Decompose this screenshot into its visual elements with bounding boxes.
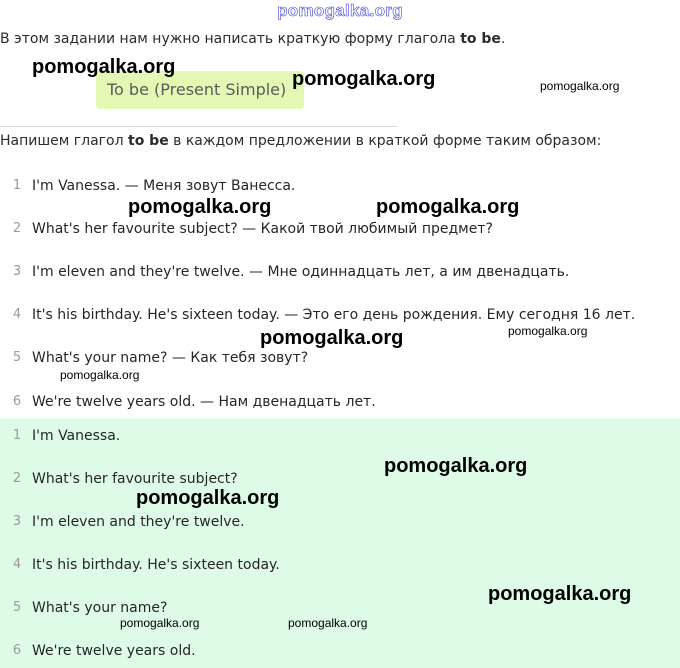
watermark: pomogalka.org [540, 79, 620, 93]
sentence-number: 6 [12, 394, 22, 409]
intro-paragraph [0, 31, 505, 47]
answer-text: We're twelve years old. [32, 643, 196, 659]
answer-text: I'm eleven and they're twelve. [32, 514, 245, 530]
watermark: pomogalka.org [488, 583, 632, 605]
watermark: pomogalka.org [288, 616, 368, 630]
answer-block [0, 418, 680, 668]
intro-bold: to be [460, 31, 501, 47]
watermark: pomogalka.org [128, 196, 272, 218]
answer-number: 3 [12, 514, 22, 529]
sentence-text: It's his birthday. He's sixteen today. — Это его день рождения. Ему сегодня 16 лет. [32, 307, 636, 323]
answer-text: What's her favourite subject? [32, 471, 238, 487]
instruction-end: в каждом предложении в краткой форме таким образом: [168, 133, 602, 149]
intro-end: . [500, 31, 506, 47]
sentence-text: We're twelve years old. — Нам двенадцать лет. [32, 394, 376, 410]
intro-text: В этом задании нам нужно написать краткую форму глагола [0, 31, 461, 47]
sentence-number: 1 [12, 178, 22, 193]
sentence-text: What's her favourite subject? — Какой твой любимый предмет? [32, 221, 493, 237]
sentence-text: I'm Vanessa. — Меня зовут Ванесса. [32, 178, 296, 194]
answer-number: 5 [12, 600, 22, 615]
site-logo: pomogalka.org [277, 1, 403, 20]
answer-text: I'm Vanessa. [32, 428, 121, 444]
watermark: pomogalka.org [508, 324, 588, 338]
watermark: pomogalka.org [60, 368, 140, 382]
instruction-paragraph [0, 133, 601, 149]
sentence-text: I'm eleven and they're twelve. — Мне одиннадцать лет, а им двенадцать. [32, 264, 570, 280]
watermark: pomogalka.org [32, 56, 176, 78]
answer-text: It's his birthday. He's sixteen today. [32, 557, 280, 573]
answer-number: 2 [12, 471, 22, 486]
watermark: pomogalka.org [136, 487, 280, 509]
watermark: pomogalka.org [260, 327, 404, 349]
sentence-text: What's your name? — Как тебя зовут? [32, 350, 309, 366]
watermark: pomogalka.org [384, 455, 528, 477]
answer-number: 1 [12, 428, 22, 443]
watermark: pomogalka.org [120, 616, 200, 630]
instruction-text: Напишем глагол [0, 133, 128, 149]
sentence-number: 4 [12, 307, 22, 322]
answer-text: What's your name? [32, 600, 168, 616]
answer-number: 6 [12, 643, 22, 658]
sentence-number: 5 [12, 350, 22, 365]
watermark: pomogalka.org [292, 68, 436, 90]
divider [0, 126, 398, 127]
sentence-number: 3 [12, 264, 22, 279]
topic-badge: To be (Present Simple) [96, 71, 304, 109]
instruction-bold: to be [128, 133, 169, 149]
watermark: pomogalka.org [376, 196, 520, 218]
sentence-number: 2 [12, 221, 22, 236]
answer-number: 4 [12, 557, 22, 572]
